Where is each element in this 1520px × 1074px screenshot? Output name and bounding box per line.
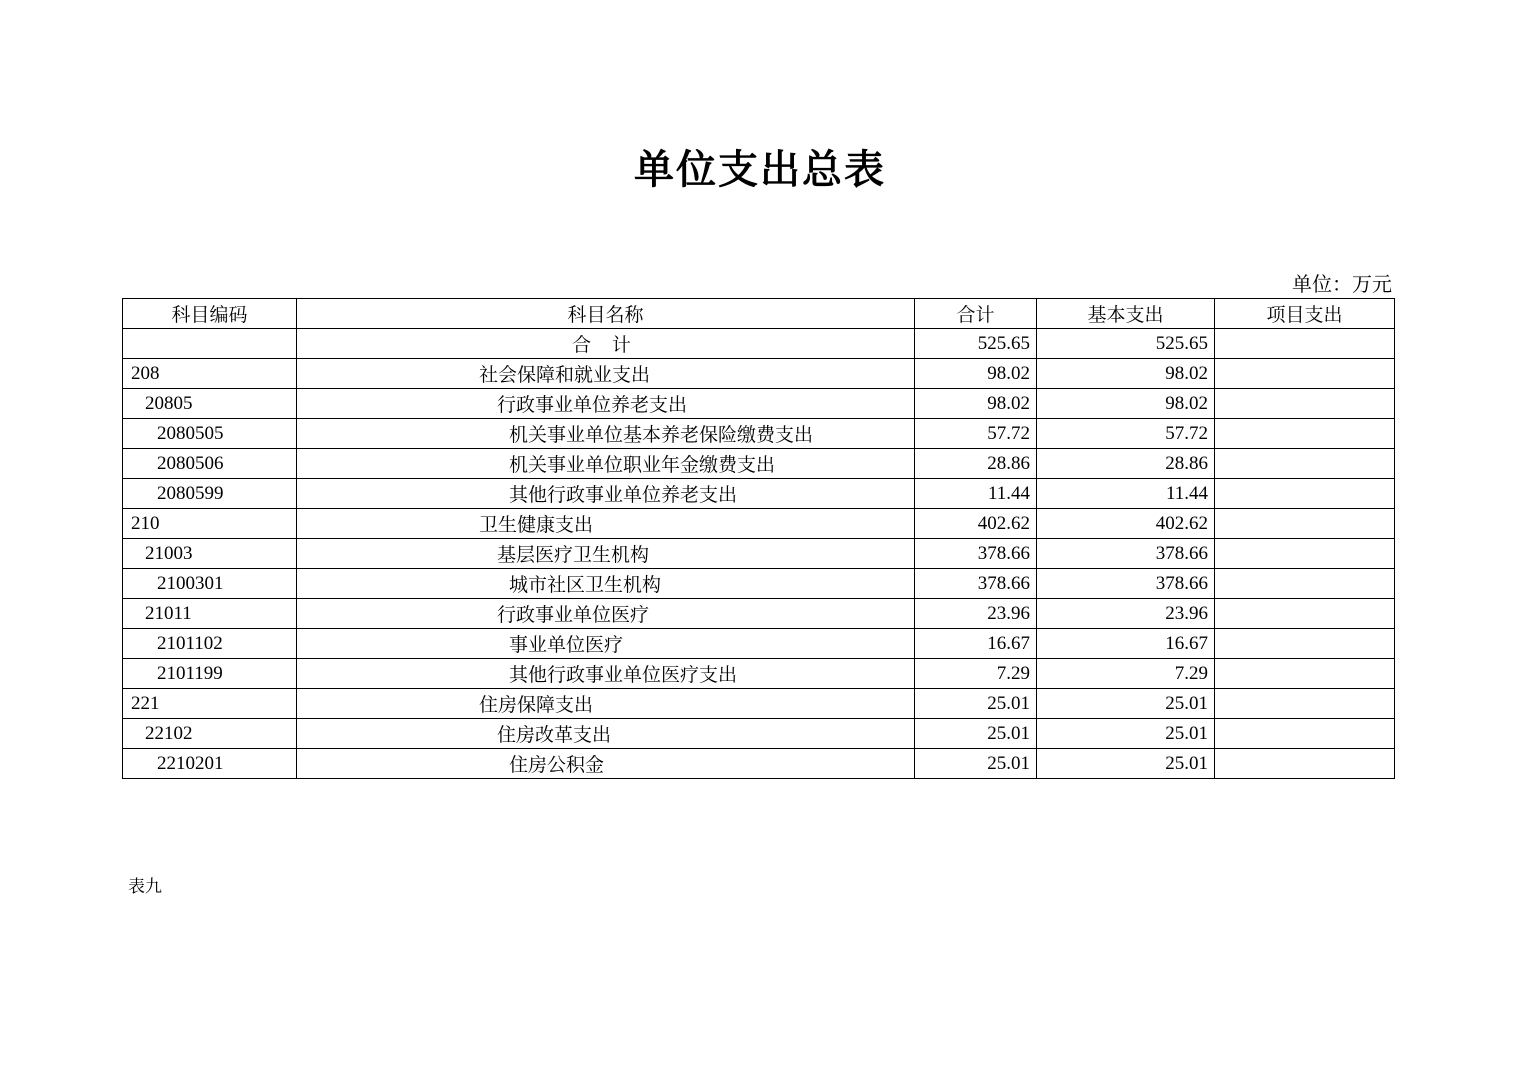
header-name: 科目名称 [297,299,915,329]
cell-basic: 11.44 [1037,479,1215,509]
cell-name: 行政事业单位养老支出 [297,389,915,419]
cell-code: 22102 [123,719,297,749]
cell-code: 21003 [123,539,297,569]
table-row [123,479,1395,509]
cell-basic: 378.66 [1037,539,1215,569]
cell-name: 城市社区卫生机构 [297,569,915,599]
cell-total: 378.66 [915,569,1037,599]
cell-basic: 23.96 [1037,599,1215,629]
cell-project [1215,749,1395,779]
cell-project [1215,449,1395,479]
cell-total: 57.72 [915,419,1037,449]
cell-code: 221 [123,689,297,719]
cell-total: 7.29 [915,659,1037,689]
cell-name: 社会保障和就业支出 [297,359,915,389]
cell-total: 16.67 [915,629,1037,659]
cell-project [1215,539,1395,569]
cell-basic: 7.29 [1037,659,1215,689]
cell-project [1215,689,1395,719]
table-row [123,359,1395,389]
cell-basic: 402.62 [1037,509,1215,539]
summary-code-cell [123,329,297,359]
cell-project [1215,659,1395,689]
table-row [123,749,1395,779]
cell-code: 20805 [123,389,297,419]
table-row [123,629,1395,659]
cell-project [1215,599,1395,629]
header-code: 科目编码 [123,299,297,329]
cell-total: 25.01 [915,719,1037,749]
cell-name: 机关事业单位职业年金缴费支出 [297,449,915,479]
table-row [123,719,1395,749]
table-row [123,389,1395,419]
cell-total: 25.01 [915,689,1037,719]
header-basic: 基本支出 [1037,299,1215,329]
unit-note: 单位：万元 [1292,274,1392,296]
cell-total: 402.62 [915,509,1037,539]
cell-code: 2080506 [123,449,297,479]
expenditure-table [122,298,1395,779]
cell-project [1215,509,1395,539]
cell-code: 2100301 [123,569,297,599]
cell-code: 2101102 [123,629,297,659]
cell-basic: 378.66 [1037,569,1215,599]
cell-total: 28.86 [915,449,1037,479]
cell-total: 25.01 [915,749,1037,779]
cell-name: 住房改革支出 [297,719,915,749]
cell-name: 住房公积金 [297,749,915,779]
cell-code: 2080599 [123,479,297,509]
cell-project [1215,629,1395,659]
cell-project [1215,569,1395,599]
cell-project [1215,359,1395,389]
summary-label: 合 计 [297,329,915,359]
cell-total: 23.96 [915,599,1037,629]
cell-name: 机关事业单位基本养老保险缴费支出 [297,419,915,449]
cell-name: 其他行政事业单位养老支出 [297,479,915,509]
cell-basic: 25.01 [1037,689,1215,719]
header-total: 合计 [915,299,1037,329]
cell-basic: 16.67 [1037,629,1215,659]
cell-basic: 57.72 [1037,419,1215,449]
cell-project [1215,719,1395,749]
table-row [123,599,1395,629]
table-row [123,509,1395,539]
summary-basic: 525.65 [1037,329,1215,359]
cell-code: 2210201 [123,749,297,779]
cell-basic: 25.01 [1037,749,1215,779]
page-title: 单位支出总表 [634,146,886,193]
cell-name: 行政事业单位医疗 [297,599,915,629]
table-row [123,449,1395,479]
cell-total: 98.02 [915,389,1037,419]
table-row [123,569,1395,599]
cell-total: 11.44 [915,479,1037,509]
cell-name: 其他行政事业单位医疗支出 [297,659,915,689]
cell-project [1215,479,1395,509]
summary-project [1215,329,1395,359]
cell-basic: 28.86 [1037,449,1215,479]
cell-basic: 98.02 [1037,389,1215,419]
cell-name: 住房保障支出 [297,689,915,719]
cell-name: 卫生健康支出 [297,509,915,539]
cell-project [1215,389,1395,419]
cell-total: 98.02 [915,359,1037,389]
footer-note: 表九 [128,877,162,897]
table-header-row [123,299,1395,329]
cell-basic: 98.02 [1037,359,1215,389]
cell-project [1215,419,1395,449]
table-header [123,299,1395,329]
table-row [123,659,1395,689]
table-row [123,539,1395,569]
cell-code: 2101199 [123,659,297,689]
cell-code: 21011 [123,599,297,629]
cell-code: 208 [123,359,297,389]
cell-name: 基层医疗卫生机构 [297,539,915,569]
table-row-summary [123,329,1395,359]
table-row [123,689,1395,719]
header-project: 项目支出 [1215,299,1395,329]
table-body [123,329,1395,779]
cell-total: 378.66 [915,539,1037,569]
cell-name: 事业单位医疗 [297,629,915,659]
cell-basic: 25.01 [1037,719,1215,749]
cell-code: 210 [123,509,297,539]
summary-total: 525.65 [915,329,1037,359]
table-row [123,419,1395,449]
cell-code: 2080505 [123,419,297,449]
